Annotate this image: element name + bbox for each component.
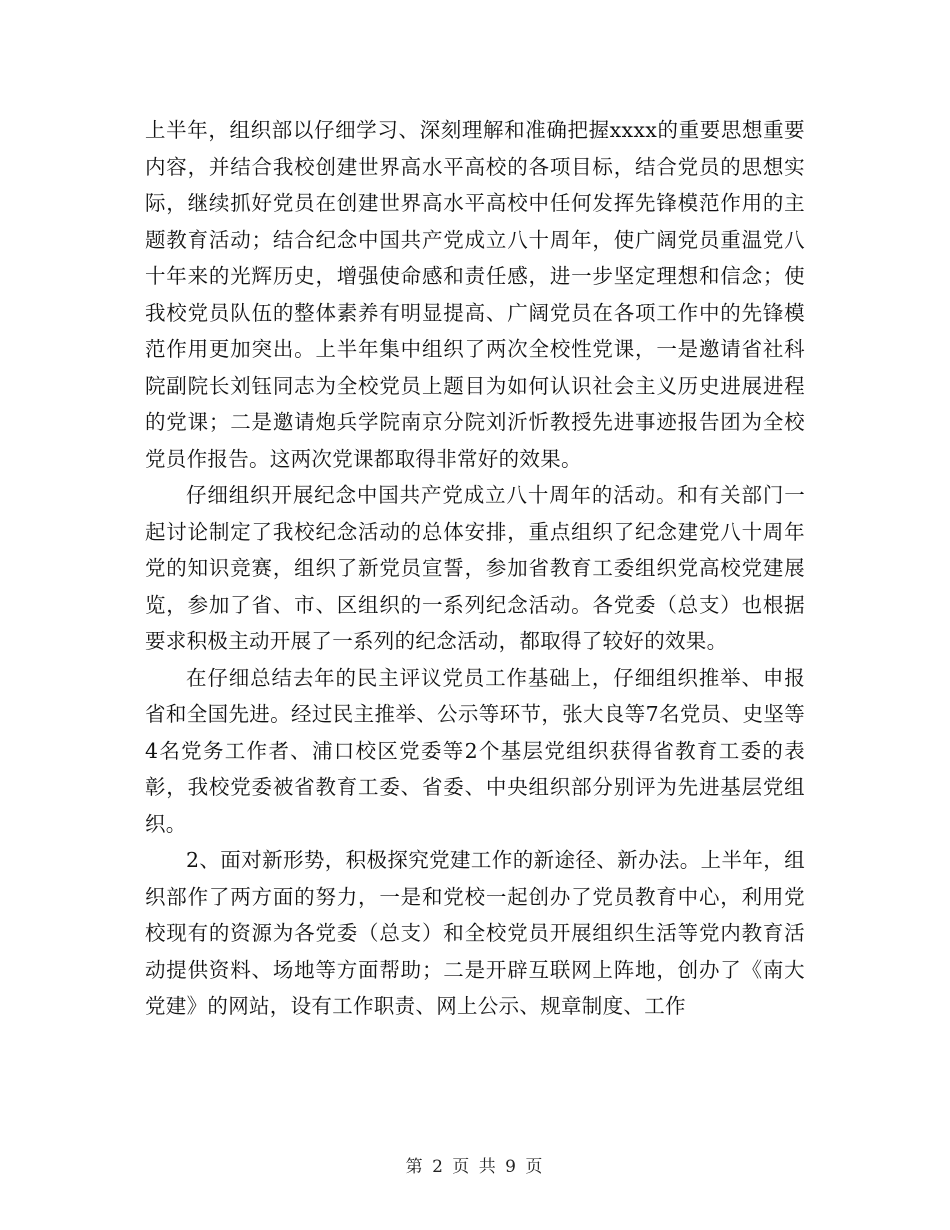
- paragraph-3: 在仔细总结去年的民主评议党员工作基础上，仔细组织推举、申报省和全国先进。经过民主推举、公示等环节，张大良等7名党员、史坚等4名党务工作者、浦口校区党委等2个基层党组织获得省教育工委的表彰，我校党委被省教育工委、省委、中央组织部分别评为先进基层党组织。: [145, 665, 805, 836]
- paragraph-2: 仔细组织开展纪念中国共产党成立八十周年的活动。和有关部门一起讨论制定了我校纪念活动的总体安排，重点组织了纪念建党八十周年党的知识竞赛，组织了新党员宣誓，参加省教育工委组织党高校党建展览，参加了省、市、区组织的一系列纪念活动。各党委（总支）也根据要求积极主动开展了一系列的纪念活动，都取得了较好的效果。: [145, 483, 805, 653]
- page-number-footer: 第 2 页 共 9 页: [405, 1157, 545, 1177]
- paragraph-1: 上半年，组织部以仔细学习、深刻理解和准确把握xxxx的重要思想重要内容，并结合我校创建世界高水平高校的各项目标，结合党员的思想实际，继续抓好党员在创建世界高水平高校中任何发挥先锋模范作用的主题教育活动；结合纪念中国共产党成立八十周年，使广阔党员重温党八十年来的光辉历史，增强使命感和责任感，进一步坚定理想和信念；使我校党员队伍的整体素养有明显提高、广阔党员在各项工作中的先锋模范作用更加突出。上半年集中组织了两次全校性党课，一是邀请省社科院副院长刘钰同志为全校党员上题目为如何认识社会主义历史进展进程的党课；二是邀请炮兵学院南京分院刘沂忻教授先进事迹报告团为全校党员作报告。这两次党课都取得非常好的效果。: [145, 118, 805, 471]
- document-body: [145, 112, 805, 1025]
- paragraph-4: 2、面对新形势，积极探究党建工作的新途径、新办法。上半年，组织部作了两方面的努力，一是和党校一起创办了党员教育中心，利用党校现有的资源为各党委（总支）和全校党员开展组织生活等党内教育活动提供资料、场地等方面帮助；二是开辟互联网上阵地，创办了《南大党建》的网站，设有工作职责、网上公示、规章制度、工作: [145, 848, 805, 1018]
